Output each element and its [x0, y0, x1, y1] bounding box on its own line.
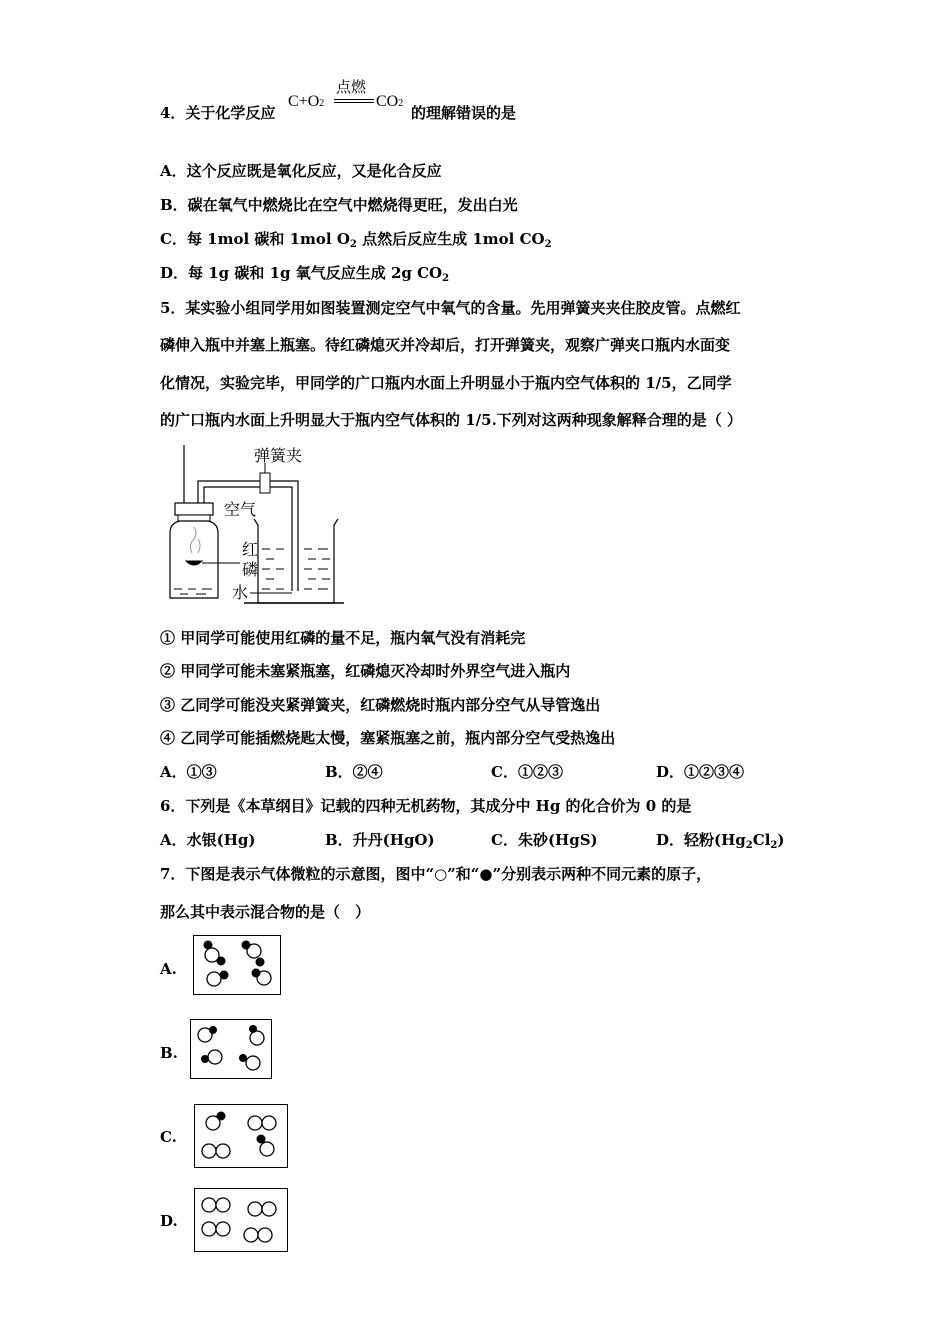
q6-d-mid: Cl [752, 831, 771, 849]
q4-option-a: A．这个反应既是氧化反应，又是化合反应 [160, 162, 442, 180]
eq-left-sub: 2 [319, 98, 325, 109]
q6-d-post: ) [777, 831, 785, 849]
q5-statement-1: ① 甲同学可能使用红磷的量不足，瓶内氧气没有消耗完 [160, 629, 526, 647]
bottle [170, 521, 218, 598]
eq-left-main: C+O [288, 93, 320, 110]
q7-c-molecules [195, 1105, 287, 1167]
q6-option-c: C．朱砂(HgS) [491, 831, 598, 849]
q5-line-2: 磷伸入瓶中并塞上瓶塞。待红磷熄灭并冷却后，打开弹簧夹，观察广弹夹口瓶内水面变 [160, 336, 731, 354]
spring-clamp [260, 473, 270, 493]
q4-option-d [160, 262, 449, 284]
apparatus-figure [158, 443, 348, 605]
stopper [175, 503, 213, 515]
q7-line-1: 7．下图是表示气体微粒的示意图，图中“○”和“●”分别表示两种不同元素的原子， [160, 865, 712, 883]
smoke-1 [190, 527, 196, 553]
q5-statement-2: ② 甲同学可能未塞紧瓶塞，红磷熄灭冷却时外界空气进入瓶内 [160, 662, 571, 680]
label-air: 空气 [224, 500, 257, 519]
q7-a-molecules [194, 936, 280, 994]
q6-option-d [656, 829, 784, 851]
eq-right-sub: 2 [398, 98, 404, 109]
q4-prefix: 4．关于化学反应 [160, 104, 276, 122]
q6-option-b: B．升丹(HgO) [325, 831, 435, 849]
q5-option-c: C．①②③ [491, 763, 563, 781]
q6-d-sub1: 2 [745, 840, 753, 851]
q6-d-pre: D．轻粉(Hg [656, 831, 746, 849]
smoke-2 [198, 539, 200, 553]
q4-stem [160, 102, 275, 123]
q7-option-a-label: A. [160, 960, 177, 978]
eq-line-1 [334, 99, 374, 100]
q6-stem: 6．下列是《本草纲目》记载的四种无机药物，其成分中 Hg 的化合价为 0 的是 [160, 797, 692, 815]
label-red: 红 [242, 540, 259, 559]
beaker-water [262, 549, 330, 589]
q4-option-c [160, 228, 552, 250]
q5-option-a: A．①③ [160, 763, 217, 781]
burning-spoon [186, 561, 202, 565]
q4-c-mid: 点然后反应生成 1mol CO [356, 230, 545, 248]
stopper-neck [178, 515, 210, 521]
eq-right-main: CO [376, 93, 399, 110]
q7-option-d-diagram [194, 1188, 288, 1252]
q5-line-4: 的广口瓶内水面上升明显大于瓶内空气体积的 1/5.下列对这两种现象解释合理的是（ ） [160, 411, 743, 429]
q7-option-a-diagram [193, 935, 281, 995]
q7-option-c-label: C. [160, 1128, 177, 1146]
q4-d-pre: D．每 1g 碳和 1g 氧气反应生成 2g CO [160, 264, 443, 282]
q6-option-a: A．水银(Hg) [160, 831, 256, 849]
eq-right [376, 93, 403, 111]
q5-option-d: D．①②③④ [656, 763, 745, 781]
label-water: 水 [232, 583, 249, 602]
q7-option-b-diagram [190, 1019, 272, 1079]
q7-line-2: 那么其中表示混合物的是（ ） [160, 903, 371, 921]
q5-option-b: B．②④ [325, 763, 383, 781]
q6-d-sub2: 2 [770, 840, 778, 851]
beaker [254, 519, 338, 603]
q7-option-b-label: B. [160, 1044, 178, 1062]
q5-statement-3: ③ 乙同学可能没夹紧弹簧夹，红磷燃烧时瓶内部分空气从导管逸出 [160, 696, 601, 714]
eq-line-2 [334, 102, 374, 103]
q5-statement-4: ④ 乙同学可能插燃烧匙太慢，塞紧瓶塞之前，瓶内部分空气受热逸出 [160, 729, 616, 747]
q5-line-1: 5．某实验小组同学用如图装置测定空气中氧气的含量。先用弹簧夹夹住胶皮管。点燃红 [160, 299, 741, 317]
label-clamp: 弹簧夹 [254, 446, 303, 465]
label-phosphorus: 磷 [242, 560, 259, 579]
q4-equation [286, 76, 410, 122]
q4-c-pre: C．每 1mol 碳和 1mol O [160, 230, 350, 248]
eq-condition: 点燃 [336, 80, 367, 96]
q4-suffix: 的理解错误的是 [411, 104, 517, 122]
q4-c-sub2: 2 [544, 239, 552, 250]
q4-d-sub: 2 [442, 273, 450, 284]
q7-option-c-diagram [194, 1104, 288, 1168]
eq-left [288, 93, 324, 111]
q7-d-molecules [195, 1189, 287, 1251]
q4-option-b: B．碳在氧气中燃烧比在空气中燃烧得更旺，发出白光 [160, 196, 518, 214]
q7-option-d-label: D. [160, 1212, 178, 1230]
q4-c-sub: 2 [349, 239, 357, 250]
q5-line-3: 化情况，实验完毕，甲同学的广口瓶内水面上升明显小于瓶内空气体积的 1/5，乙同学 [160, 374, 732, 392]
q7-b-molecules [191, 1020, 271, 1078]
